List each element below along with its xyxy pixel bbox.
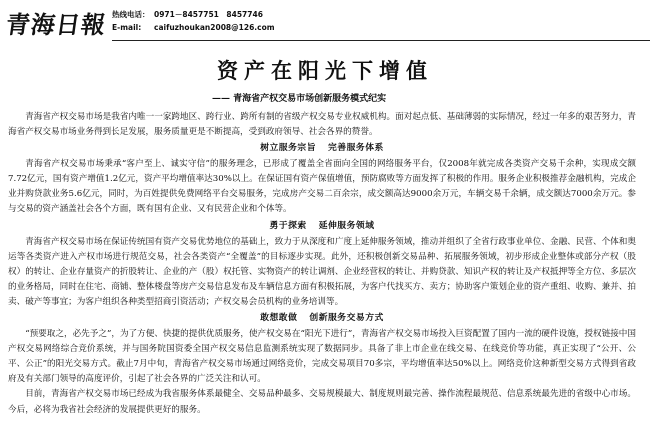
article-title: 资产在阳光下增值 <box>217 58 433 83</box>
section-heading-3 <box>8 312 636 325</box>
section-heading-2 <box>8 220 636 233</box>
masthead-rule <box>112 40 650 41</box>
hotline-line <box>112 8 512 21</box>
article-subtitle: —— 青海省产权交易市场创新服务模式纪实 <box>212 94 387 104</box>
email-label: E-mail: <box>112 23 142 32</box>
paragraph-conclusion: 目前，青海省产权交易市场已经成为我省服务体系最健全、交易品种最多、交易规模最大、制度规则最完善、操作流程最规范、信息系统最先进的省级中心市场。今后，必将为我省社会经济的发展提供更好的服务。 <box>8 389 636 415</box>
paragraph-section-2: 青海省产权交易市场在保证传统国有资产交易优势地位的基础上，致力于从深度和广度上延伸服务领域，推动并组织了全省行政事业单位、金融、民营、个体和奥运等各类资产进入产权市场进行规范交易，社会各类资产“全覆盖”的目标逐步实现。此外，还积极创新交易品种、拓展服务领域，初步形成企业整体或部分产权（股权）的转让、企业存量资产的折股转让、企业的产（股）权托管、实物资产的转让调剂、企业经营权的转让、并购贷款、知识产权的转让及产权抵押等全方位、多层次的业务格局，同时在住宅、商铺、整体楼盘等房产交易信息发布及车辆信息方面有积极拓展，为客户代找买方、卖方；协助客户策划企业的资产重组、收购、兼并、拍卖、破产等事宜；为客户组织各种类型招商引资活动；产权交易会员机构的业务培训等。 <box>8 236 636 307</box>
newspaper-logo: 青海日報 <box>4 10 109 39</box>
paragraph-section-3: “预要取之，必先予之”，为了方便、快捷的提供优质服务，使产权交易在“阳光下进行”，青海省产权交易市场投入巨资配置了国内一流的硬件设施，授权链接中国产权交易网络综合竞价系统，并与国务院国资委全国产权交易信息监测系统实现了数据同步。具备了非上市企业在线交易、在线竞价等功能，真正实现了“公开、公平、公正”的阳光交易方式。截止7月中旬，青海省产权交易市场通过网络竞价，完成交易项目70多宗，平均增值率达50%以上。网络竞价这种新型交易方式得到省政府及有关部门领导的高度评价，引起了社会各界的广泛关注和认可。 <box>8 329 636 385</box>
hotline-label: 热线电话： <box>112 10 150 19</box>
paragraph-intro: 青海省产权交易市场是我省内唯一一家跨地区、跨行业、跨所有制的省级产权交易专业权威机构。面对起点低、基础薄弱的实际情况，经过一年多的艰苦努力，青海省产权交易市场业务得到长足发展，服务质量更是不断提高，受到政府领导、社会各界的赞誉。 <box>8 112 636 138</box>
heading-2-part-a: 勇于探索 <box>269 220 307 231</box>
heading-3-part-a: 敢想敢做 <box>260 313 298 324</box>
hotline-value: 0971－8457751 8457746 <box>154 10 263 19</box>
masthead <box>0 0 650 50</box>
email-value[interactable]: caifuzhoukan2008@126.com <box>154 23 275 32</box>
heading-1-part-a: 树立服务宗旨 <box>260 143 316 154</box>
contact-info <box>112 8 512 34</box>
heading-2-part-b: 延伸服务领域 <box>318 220 375 231</box>
paragraph-section-1: 青海省产权交易市场秉承“客户至上、诚实守信”的服务理念，已形成了覆盖全省面向全国的网络服务平台，仅2008年就完成各类资产交易千余种，实现成交额7.72亿元，国有资产增值1.2亿元，资产平均增值率达30%以上。在保证国有资产保值增值，预防腐败等方面发挥了积极的作用。服务企业积极推荐金融机构，完成企业并购贷款业务5.6亿元，同时，为百姓提供免费网络平台交易服务，完成房产交易二百余宗，成交额高达9000余万元，车辆交易千余辆，成交额达7000余万元。参与交易的资产涵盖社会各个方面，既有国有企业、又有民营企业和个体等。 <box>8 159 636 215</box>
email-line <box>112 21 512 34</box>
section-heading-1 <box>8 142 636 155</box>
heading-1-part-b: 完善服务体系 <box>328 143 384 154</box>
heading-3-part-b: 创新服务交易方式 <box>309 313 384 324</box>
article-body <box>8 110 636 418</box>
